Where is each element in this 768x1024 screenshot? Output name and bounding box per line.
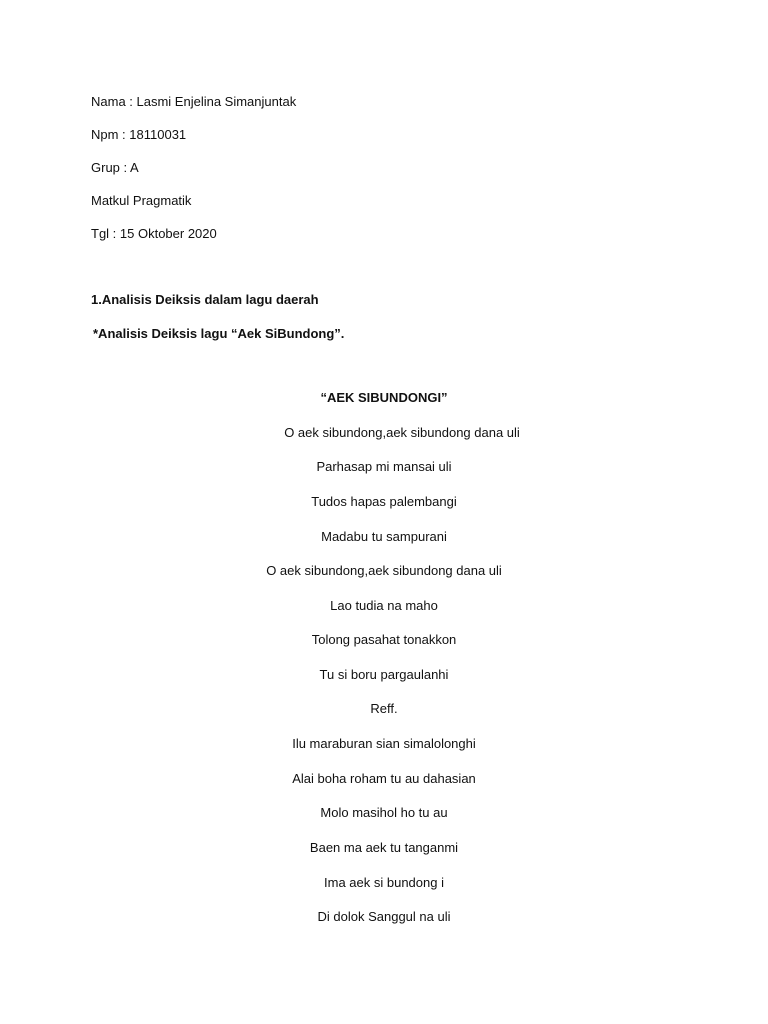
section-heading: 1.Analisis Deiksis dalam lagu daerah (91, 292, 319, 307)
song-line: Molo masihol ho tu au (320, 805, 448, 820)
student-name: Nama : Lasmi Enjelina Simanjuntak (91, 94, 297, 109)
student-npm: Npm : 18110031 (91, 127, 187, 142)
song-line: Lao tudia na maho (330, 598, 438, 613)
song-line: Tudos hapas palembangi (311, 494, 457, 509)
song-line: Baen ma aek tu tanganmi (309, 840, 459, 855)
song-line: Madabu tu sampurani (321, 529, 447, 544)
song-line: Alai boha roham tu au dahasian (292, 771, 476, 786)
song-line: Ima aek si bundong i (324, 875, 444, 890)
song-line: Parhasap mi mansai uli (316, 459, 452, 474)
document-date: Tgl : 15 Oktober 2020 (91, 226, 217, 241)
song-line: O aek sibundong,aek sibundong dana uli (266, 563, 502, 578)
section-subheading: *Analisis Deiksis lagu “Aek SiBundong”. (93, 326, 345, 341)
song-line: O aek sibundong,aek sibundong dana uli (284, 425, 520, 440)
student-group: Grup : A (91, 160, 139, 175)
song-title: “AEK SIBUNDONGI” (320, 390, 448, 405)
song-line: Ilu maraburan sian simalolonghi (292, 736, 476, 751)
song-line: Di dolok Sanggul na uli (317, 909, 451, 924)
song-line: Tu si boru pargaulanhi (319, 667, 449, 682)
course-name: Matkul Pragmatik (91, 193, 192, 208)
song-refrain-label: Reff. (370, 701, 398, 716)
song-line: Tolong pasahat tonakkon (311, 632, 457, 647)
